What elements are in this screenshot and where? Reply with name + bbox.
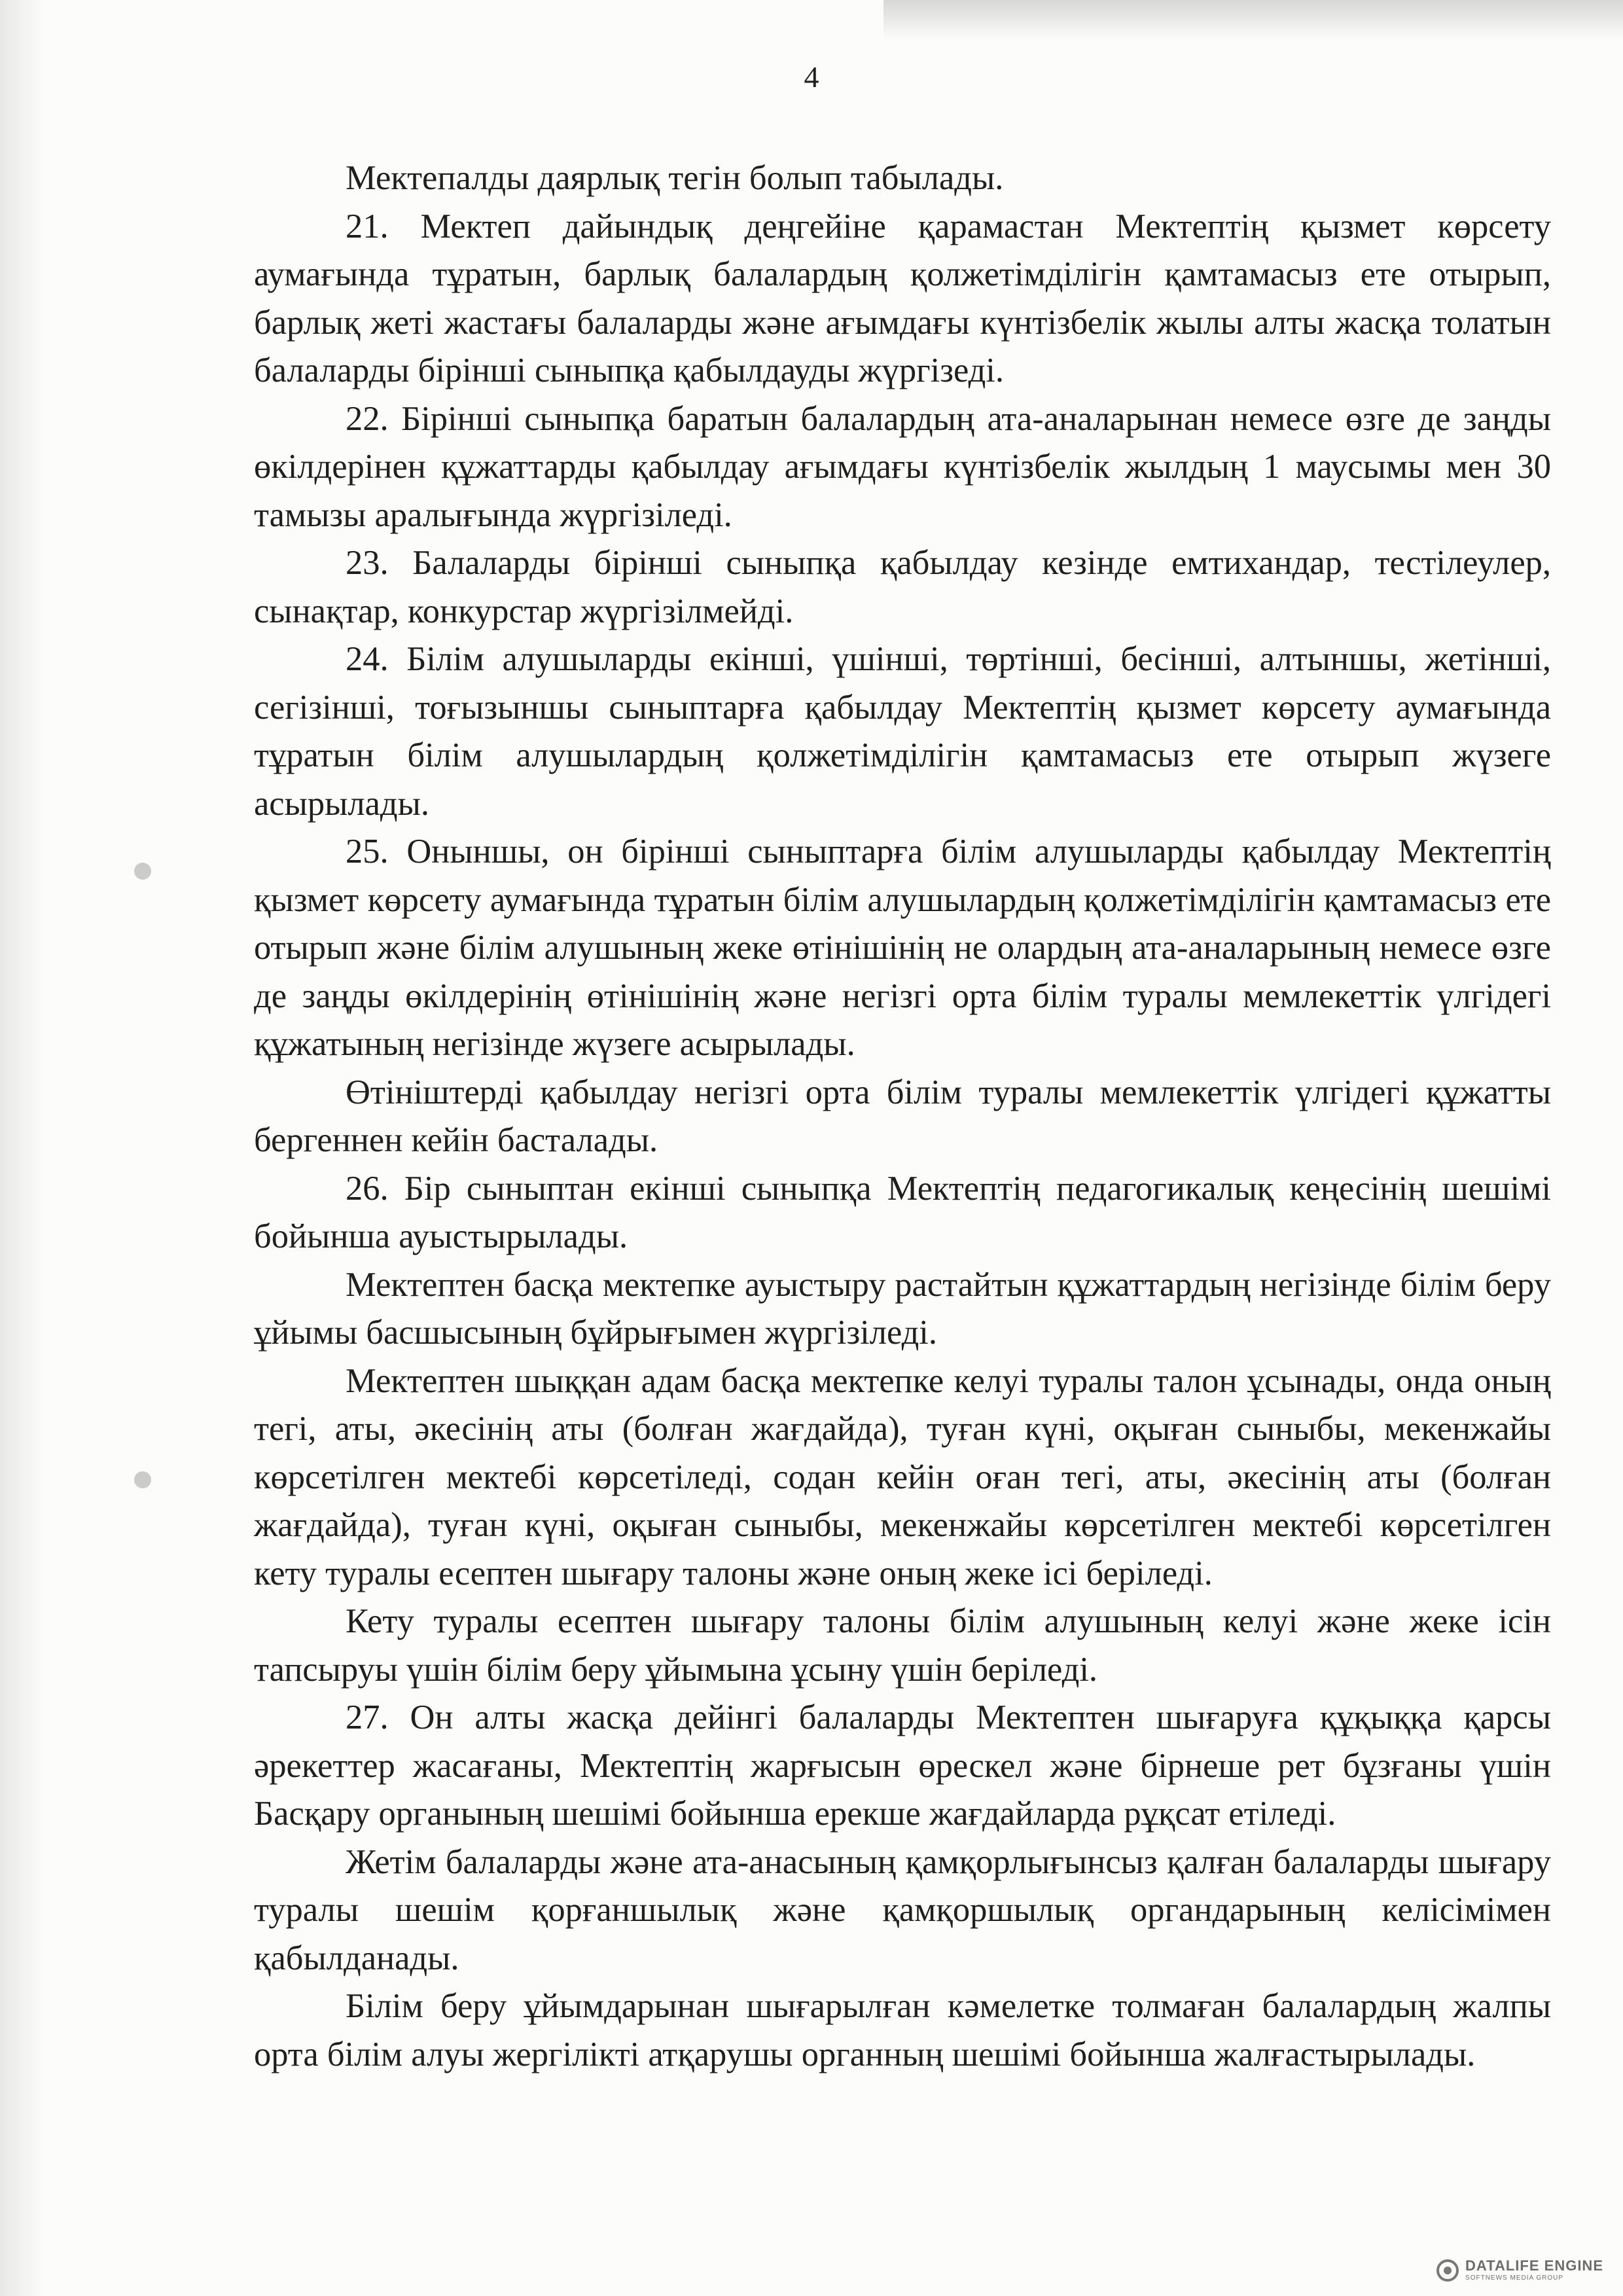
watermark-title: DATALIFE ENGINE	[1465, 2257, 1603, 2274]
watermark-subtitle: SOFTNEWS MEDIA GROUP	[1465, 2274, 1564, 2282]
paragraph: 22. Бірінші сыныпқа баратын балалардың ата-аналарынан немесе өзге де заңды өкілдерінен құжаттарды қабылдау ағымдағы күнтізбелік жылдың 1 маусымы мен 30 тамызы аралығында жүргізіледі.	[254, 399, 1551, 534]
paragraph: Кету туралы есептен шығару талоны білім алушының келуі және жеке ісін тапсыруы үшін білім беру ұйымына ұсыну үшін беріледі.	[254, 1602, 1551, 1689]
paragraph: Мектептен шыққан адам басқа мектепке келуі туралы талон ұсынады, онда оның тегі, аты, әкесінің аты (болған жағдайда), туған күні, оқыған сыныбы, мекенжайы көрсетілген мектебі көрсетіледі, содан кейін оған тегі, аты, әкесінің аты (болған жағдайда), туған күні, оқыған сыныбы, мекенжайы көрсетілген мектебі көрсетілген кету туралы есептен шығару талоны және оның жеке ісі беріледі.	[254, 1361, 1551, 1592]
scan-edge-shadow	[0, 0, 46, 2296]
paragraph: Мектептен басқа мектепке ауыстыру растайтын құжаттардың негізінде білім беру ұйымы басшысының бұйрығымен жүргізіледі.	[254, 1265, 1551, 1352]
paragraph: 27. Он алты жасқа дейінгі балаларды Мектептен шығаруға құқыққа қарсы әрекеттер жасағаны, Мектептің жарғысын өрескел және бірнеше рет бұзғаны үшін Басқару органының шешімі бойынша ерекше жағдайларда рұқсат етіледі.	[254, 1698, 1551, 1833]
binder-hole-mark	[134, 863, 151, 880]
binder-hole-mark	[134, 1471, 151, 1488]
paragraph: 26. Бір сыныптан екінші сыныпқа Мектептің педагогикалық кеңесінің шешімі бойынша ауыстырылады.	[254, 1169, 1551, 1255]
paragraph: 25. Оныншы, он бірінші сыныптарға білім алушыларды қабылдау Мектептің қызмет көрсету аумағында тұратын білім алушылардың қолжетімділігін қамтамасыз ете отырып және білім алушының жеке өтінішінің не олардың ата-аналарының немесе өзге де заңды өкілдерінің өтінішінің және негізгі орта білім туралы мемлекеттік үлгідегі құжатының негізінде жүзеге асырылады.	[254, 833, 1551, 1063]
watermark-text	[1465, 2259, 1603, 2282]
paragraph: 24. Білім алушыларды екінші, үшінші, төртінші, бесінші, алтыншы, жетінші, сегізінші, тоғызыншы сыныптарға қабылдау Мектептің қызмет көрсету аумағында тұратын білім алушылардың қолжетімділігін қамтамасыз ете отырып жүзеге асырылады.	[254, 640, 1551, 823]
page-number: 4	[804, 60, 819, 94]
paragraph: 23. Балаларды бірінші сыныпқа қабылдау кезінде емтихандар, тестілеулер, сынақтар, конкурстар жүргізілмейді.	[254, 544, 1551, 630]
paragraph: Мектепалды даярлық тегін болып табылады.	[346, 159, 1004, 197]
scan-top-smudge	[883, 0, 1623, 39]
datalife-engine-watermark	[1436, 2259, 1603, 2282]
document-body	[254, 154, 1551, 2079]
paragraph: Білім беру ұйымдарынан шығарылған кәмелетке толмаған балалардың жалпы орта білім алуы жергілікті атқарушы органның шешімі бойынша жалғастырылады.	[254, 1987, 1551, 2073]
paragraph: 21. Мектеп дайындық деңгейіне қарамастан Мектептің қызмет көрсету аумағында тұратын, барлық балалардың қолжетімділігін қамтамасыз ете отырып, барлық жеті жастағы балаларды және ағымдағы күнтізбелік жылы алты жасқа толатын балаларды бірінші сыныпқа қабылдауды жүргізеді.	[254, 207, 1551, 389]
datalife-logo-icon	[1436, 2259, 1459, 2282]
paragraph: Жетім балаларды және ата-анасының қамқорлығынсыз қалған балаларды шығару туралы шешім қорғаншылық және қамқоршылық органдарының келісімімен қабылданады.	[254, 1842, 1551, 1977]
paragraph: Өтініштерді қабылдау негізгі орта білім туралы мемлекеттік үлгідегі құжатты бергеннен кейін басталады.	[254, 1073, 1551, 1159]
